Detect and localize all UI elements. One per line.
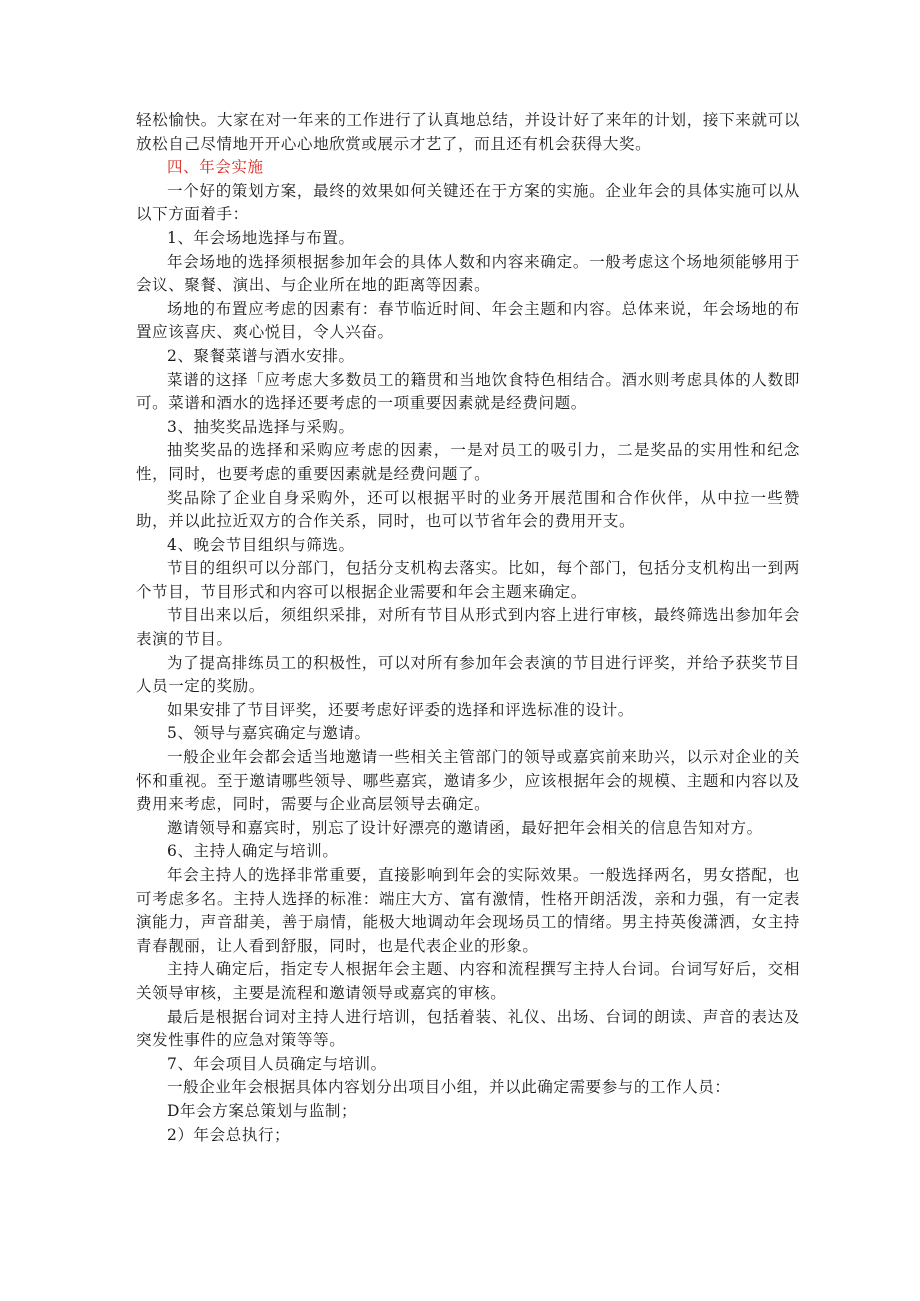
paragraph: 年会场地的选择须根据参加年会的具体人数和内容来确定。一般考虑这个场地须能够用于会议、聚餐、演出、与企业所在地的距离等因素。 bbox=[136, 252, 800, 295]
subheading: 7、年会项目人员确定与培训。 bbox=[167, 1054, 387, 1073]
paragraph: 一般企业年会根据具体内容划分出项目小组，并以此确定需要参与的工作人员： bbox=[167, 1078, 731, 1097]
paragraph: 轻松愉快。大家在对一年来的工作进行了认真地总结，并设计好了来年的计划，接下来就可以放松自己尽情地开开心心地欣赏或展示才艺了，而且还有机会获得大奖。 bbox=[136, 111, 800, 153]
paragraph: 一个好的策划方案，最终的效果如何关键还在于方案的实施。企业年会的具体实施可以从以下方面着手： bbox=[136, 181, 800, 224]
subheading: 5、领导与嘉宾确定与邀请。 bbox=[167, 724, 371, 743]
paragraph: 年会主持人的选择非常重要，直接影响到年会的实际效果。一般选择两名，男女搭配，也可考虑多名。主持人选择的标准：端庄大方、富有激情，性格开朗活泼，亲和力强，有一定表演能力，声音甜美，善于扇情，能极大地调动年会现场员工的情绪。男主持英俊潇洒，女主持青春靓丽，让人看到舒服，同时，也是代表企业的形象。 bbox=[136, 866, 800, 955]
paragraph: 邀请领导和嘉宾时，别忘了设计好漂亮的邀请函，最好把年会相关的信息告知对方。 bbox=[167, 818, 763, 837]
paragraph: 菜谱的这择「应考虑大多数员工的籍贯和当地饮食特色相结合。酒水则考虑具体的人数即可。菜谱和酒水的选择还要考虑的一项重要因素就是经费问题。 bbox=[136, 370, 800, 413]
paragraph: 最后是根据台词对主持人进行培训，包括着装、礼仪、出场、台词的朗读、声音的表达及突发性事件的应急对策等等。 bbox=[136, 1007, 800, 1050]
paragraph: 奖品除了企业自身采购外，还可以根据平时的业务开展范围和合作伙伴，从中拉一些赞助，并以此拉近双方的合作关系，同时，也可以节省年会的费用开支。 bbox=[136, 488, 800, 531]
subheading: 3、抽奖奖品选择与采购。 bbox=[167, 417, 355, 436]
paragraph: 抽奖奖品的选择和采购应考虑的因素，一是对员工的吸引力，二是奖品的实用性和纪念性，同时，也要考虑的重要因素就是经费问题了。 bbox=[136, 441, 800, 483]
paragraph: 场地的布置应考虑的因素有：春节临近时间、年会主题和内容。总体来说，年会场地的布置应该喜庆、爽心悦目，令人兴奋。 bbox=[136, 299, 800, 342]
list-item: 2）年会总执行； bbox=[167, 1125, 291, 1144]
subheading: 1、年会场地选择与布置。 bbox=[167, 228, 355, 247]
paragraph: 节目的组织可以分部门，包括分支机构去落实。比如，每个部门，包括分支机构出一到两个节目，节目形式和内容可以根据企业需要和年会主题来确定。 bbox=[136, 559, 800, 601]
paragraph: 节目出来以后，须组织采排，对所有节目从形式到内容上进行审核，最终筛选出参加年会表演的节目。 bbox=[136, 606, 800, 649]
paragraph: 如果安排了节目评奖，还要考虑好评委的选择和评选标准的设计。 bbox=[167, 700, 634, 719]
paragraph: 一般企业年会都会适当地邀请一些相关主管部门的领导或嘉宾前来助兴，以示对企业的关怀和重视。至于邀请哪些领导、哪些嘉宾，邀请多少，应该根据年会的规模、主题和内容以及费用来考虑，同时，需要与企业高层领导去确定。 bbox=[136, 748, 800, 814]
paragraph: 为了提高排练员工的积极性，可以对所有参加年会表演的节目进行评奖，并给予获奖节目人员一定的奖励。 bbox=[136, 653, 800, 696]
document-body bbox=[136, 109, 800, 1147]
subheading: 2、聚餐菜谱与酒水安排。 bbox=[167, 346, 355, 365]
list-item: D年会方案总策划与监制； bbox=[167, 1101, 358, 1120]
subheading: 6、主持人确定与培训。 bbox=[167, 842, 339, 861]
subheading: 4、晚会节目组织与筛选。 bbox=[167, 535, 355, 554]
section-heading: 四、年会实施 bbox=[167, 158, 264, 177]
paragraph: 主持人确定后，指定专人根据年会主题、内容和流程撰写主持人台词。台词写好后，交相关领导审核，主要是流程和邀请领导或嘉宾的审核。 bbox=[136, 960, 800, 1002]
